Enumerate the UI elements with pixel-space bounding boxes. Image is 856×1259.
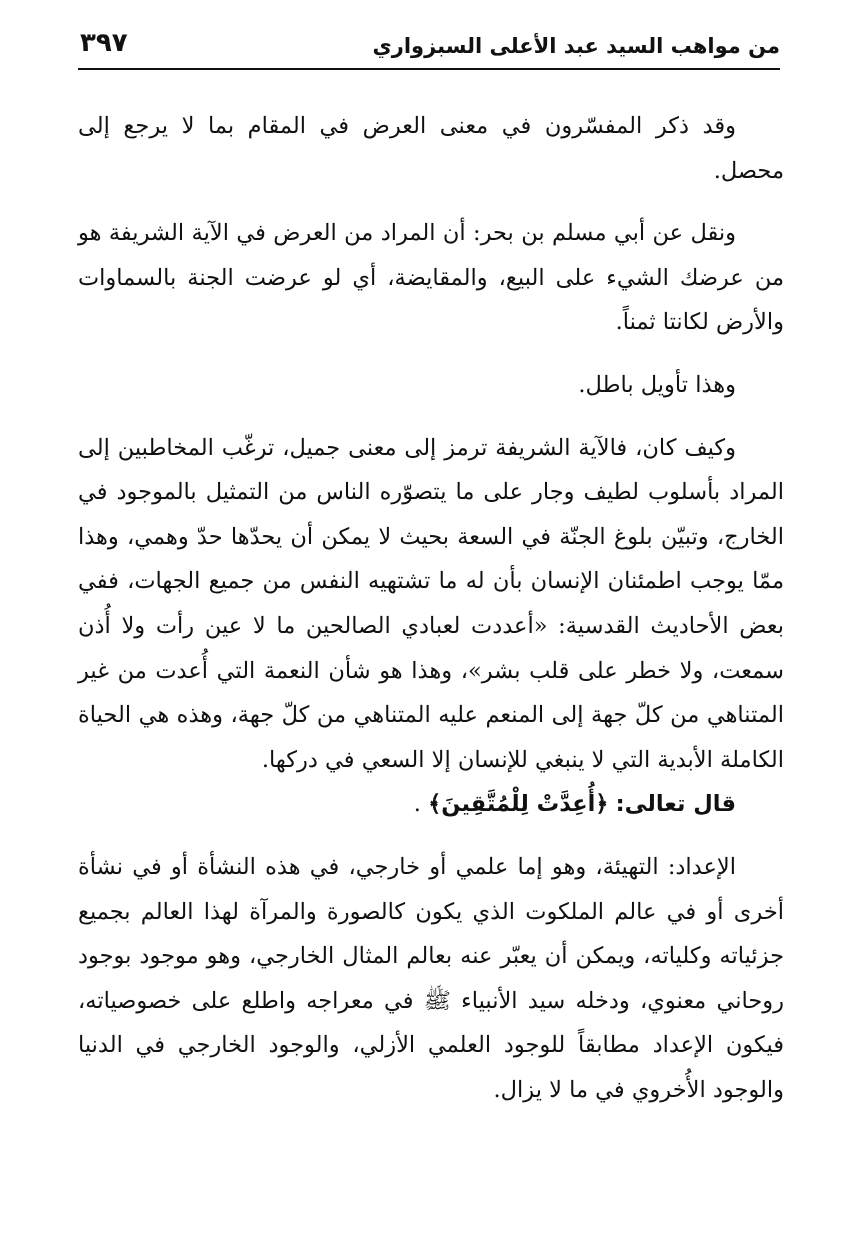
paragraph-5: الإعداد: التهيئة، وهو إما علمي أو خارجي، في هذه النشأة أو في نشأة أخرى أو في عالم الملكوت الذي يكون كالصورة والمرآة لهذا العالم بجميع جزئياته وكلياته، ويمكن أن يعبّر عنه بعالم المثال الخارجي، وهو موجود بوجود روحاني معنوي، ودخله سيد الأنبياء ﷺ في معراجه واطلع على خصوصياته، فيكون الإعداد مطابقاً للوجود العلمي الأزلي، والوجود الخارجي في الدنيا والوجود الأُخروي في ما لا يزال.: [78, 853, 784, 1103]
verse-label: قال تعالى:: [615, 791, 736, 818]
quran-verse: ﴿أُعِدَّتْ لِلْمُتَّقِينَ﴾: [428, 791, 609, 818]
running-title: من مواهب السيد عبد الأعلى السبزواري: [372, 34, 780, 58]
paragraph-3: وهذا تأويل باطل.: [578, 371, 736, 398]
verse-line: [78, 782, 784, 827]
paragraph-1: وقد ذكر المفسّرون في معنى العرض في المقام بما لا يرجع إلى محصل.: [78, 113, 784, 184]
page-body: [78, 104, 784, 1112]
page-number: ٣٩٧: [80, 28, 128, 58]
paragraph-2: ونقل عن أبي مسلم بن بحر: أن المراد من العرض في الآية الشريفة هو من عرضك الشيء على البيع، والمقايضة، أي لو عرضت الجنة بالسماوات والأرض لكانتا ثمناً.: [78, 220, 784, 336]
running-header: [78, 28, 780, 70]
paragraph-4: وكيف كان، فالآية الشريفة ترمز إلى معنى جميل، ترغّب المخاطبين إلى المراد بأسلوب لطيف وجار على ما يتصوّره الناس من التمثيل بالموجود في الخارج، وتبيّن بلوغ الجنّة في السعة بحيث لا يمكن أن يحدّها حدّ وهمي، وهذا ممّا يوجب اطمئنان الإنسان بأن له ما تشتهيه النفس من جميع الجهات، ففي بعض الأحاديث القدسية: «أعددت لعبادي الصالحين ما لا عين رأت ولا أُذن سمعت، ولا خطر على قلب بشر»، وهذا هو شأن النعمة التي أُعدت من غير المتناهي من كلّ جهة إلى المنعم عليه المتناهي من كلّ جهة، وهذه هي الحياة الكاملة الأبدية التي لا ينبغي للإنسان إلا السعي في دركها.: [78, 434, 784, 773]
verse-end: .: [413, 791, 421, 818]
